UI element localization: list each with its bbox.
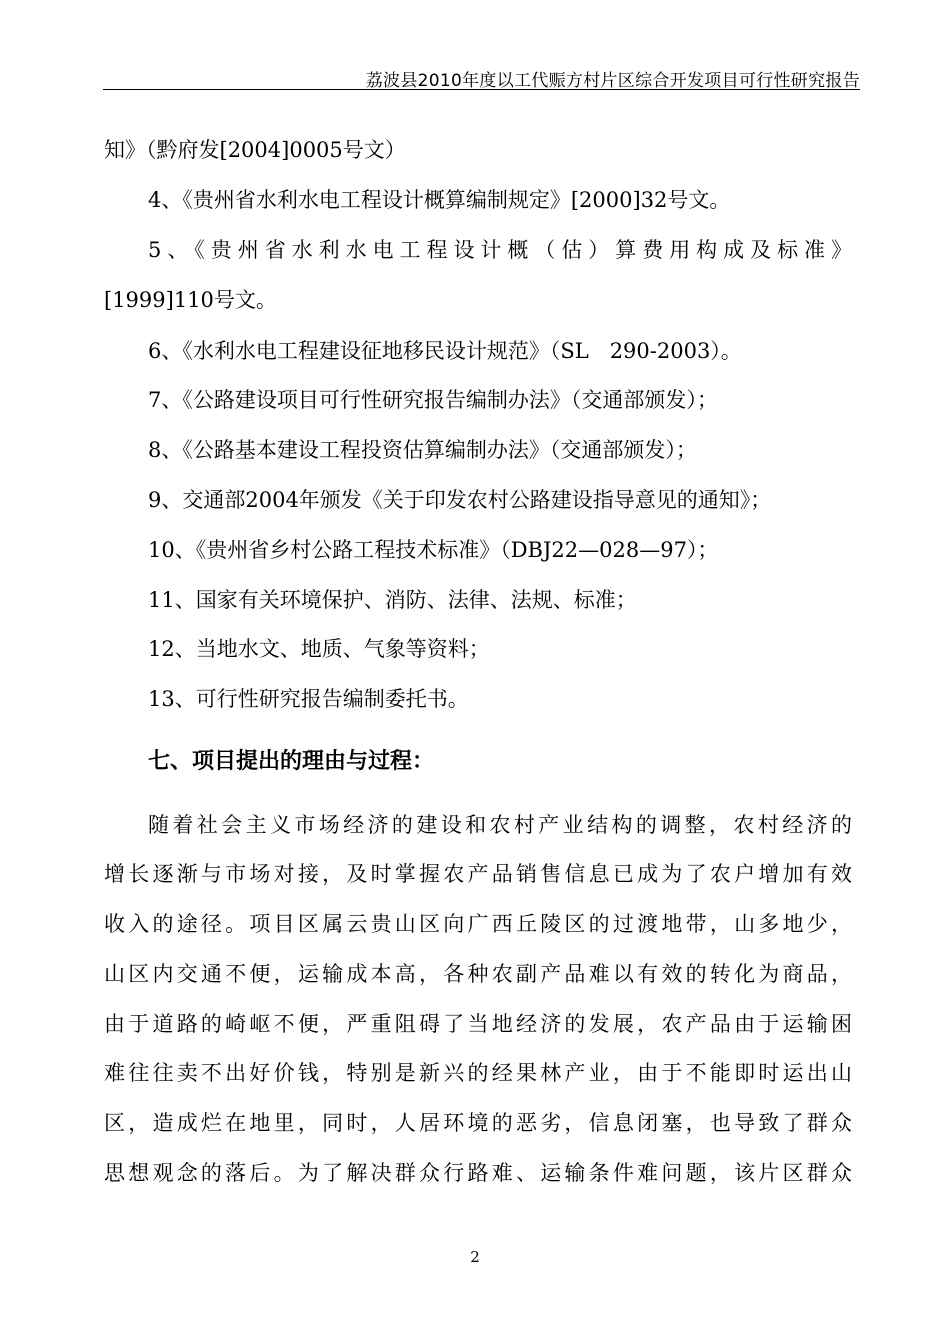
header-rule	[103, 89, 860, 90]
list-item: 9、交通部2004年颁发《关于印发农村公路建设指导意见的通知》；	[148, 488, 772, 512]
paragraph-line: 区，造成烂在地里，同时，人居环境的恶劣，信息闭塞，也导致了群众	[104, 1111, 852, 1135]
list-item: 12、当地水文、地质、气象等资料；	[148, 637, 490, 661]
list-item: 11、国家有关环境保护、消防、法律、法规、标准；	[148, 588, 637, 612]
paragraph-line: 难往往卖不出好价钱，特别是新兴的经果林产业，由于不能即时运出山	[104, 1061, 852, 1085]
paragraph-line: 思想观念的落后。为了解决群众行路难、运输条件难问题，该片区群众	[104, 1161, 852, 1185]
list-item: 6、《水利水电工程建设征地移民设计规范》（SL 290-2003）。	[148, 339, 742, 363]
list-item: 13、可行性研究报告编制委托书。	[148, 687, 469, 711]
list-item: 7、《公路建设项目可行性研究报告编制办法》（交通部颁发）；	[148, 388, 718, 412]
text-line: [1999]110号文。	[104, 288, 277, 312]
list-item: 5、《贵州省水利水电工程设计概（估）算费用构成及标准》	[148, 238, 852, 262]
paragraph-line: 增长逐渐与市场对接，及时掌握农产品销售信息已成为了农户增加有效	[104, 862, 852, 886]
list-item: 10、《贵州省乡村公路工程技术标准》（DBJ22—028—97）；	[148, 538, 719, 562]
paragraph-line: 山区内交通不便，运输成本高，各种农副产品难以有效的转化为商品，	[104, 962, 852, 986]
list-item: 8、《公路基本建设工程投资估算编制办法》（交通部颁发）；	[148, 438, 697, 462]
paragraph-line: 随着社会主义市场经济的建设和农村产业结构的调整，农村经济的	[148, 813, 852, 837]
text-line: 知》（黔府发[2004]0005号文）	[104, 138, 406, 162]
paragraph-line: 由于道路的崎岖不便，严重阻碍了当地经济的发展，农产品由于运输困	[104, 1012, 852, 1036]
page-number: 2	[470, 1248, 480, 1266]
paragraph-line: 收入的途径。项目区属云贵山区向广西丘陵区的过渡地带，山多地少，	[104, 912, 852, 936]
section-heading: 七、项目提出的理由与过程：	[148, 749, 435, 774]
list-item: 4、《贵州省水利水电工程设计概算编制规定》[2000]32号文。	[148, 188, 731, 212]
running-header: 荔波县2010年度以工代赈方村片区综合开发项目可行性研究报告	[365, 71, 860, 91]
